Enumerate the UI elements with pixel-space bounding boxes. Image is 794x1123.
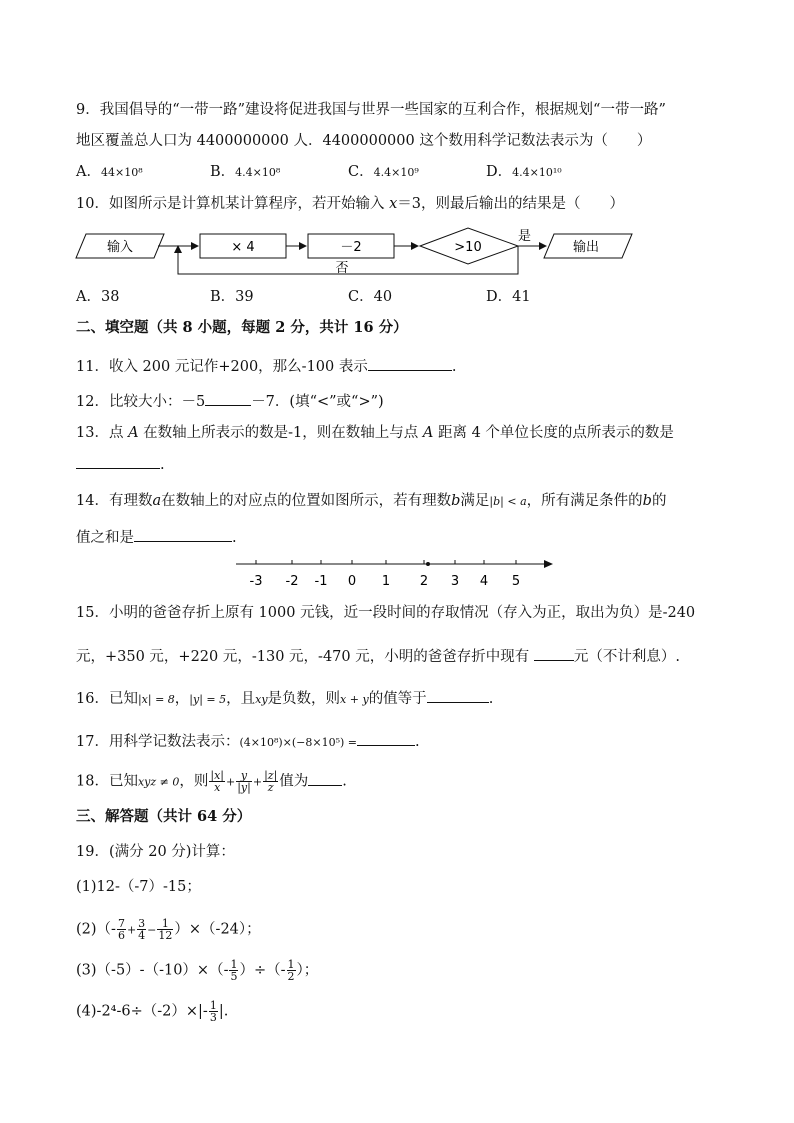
axis-tick-label: -3 [249, 574, 263, 589]
flow-condition-label: >10 [454, 240, 482, 255]
q10-stem: 10．如图所示是计算机某计算程序，若开始输入 x＝3，则最后输出的结果是（ ） [76, 196, 624, 212]
q15-line1: 15．小明的爸爸存折上原有 1000 元钱，近一段时间的存取情况（存入为正，取出为负）是-240 [76, 605, 696, 621]
q14-answer-blank[interactable] [134, 527, 232, 542]
q13-line2: . [76, 454, 165, 475]
axis-tick-label: 3 [450, 574, 460, 589]
q19-title: 19．(满分 20 分)计算： [76, 844, 235, 860]
q17-answer-blank[interactable] [357, 731, 415, 746]
axis-tick-label: 4 [479, 574, 489, 589]
q9-line1: 9．我国倡导的“一带一路”建设将促进我国与世界一些国家的互利合作，根据规划“一带一路” [76, 102, 666, 118]
q9-line2: 地区覆盖总人口为 4400000000 人．4400000000 这个数用科学记数法表示为（ ） [76, 133, 652, 149]
flow-output-label: 输出 [572, 240, 600, 255]
q19-part1: (1)12-（-7）-15； [76, 879, 201, 895]
flow-no-label: 否 [335, 261, 349, 276]
q9-option-c: C．4.4×10⁹ [348, 164, 419, 180]
flow-yes-label: 是 [518, 229, 532, 244]
axis-tick-label: 0 [347, 574, 357, 589]
axis-tick-label: -2 [285, 574, 299, 589]
q14-line2: 值之和是 . [76, 527, 237, 548]
q18-frac2: $\frac{y}{|y|}$ [237, 769, 251, 794]
q19-part4: (4)-2⁴-6÷（-2）×|- $\frac{1}{3}$ |. [76, 999, 229, 1024]
q10-option-c: C．40 [348, 289, 393, 305]
flow-subtract-label: －2 [340, 240, 362, 255]
point-a-dot [426, 562, 430, 566]
q16-answer-blank[interactable] [427, 688, 489, 703]
q14-line1: 14．有理数a在数轴上的对应点的位置如图所示，若有理数b满足|b| < a，所有满足条件的b的 [76, 493, 667, 509]
q15-answer-blank[interactable] [534, 646, 574, 661]
q12: 12．比较大小：－5 －7．(填“<”或“>”) [76, 391, 384, 412]
q13-line1: 13．点 A 在数轴上所表示的数是-1，则在数轴上与点 A 距离 4 个单位长度的点所表示的数是 [76, 425, 674, 441]
q18-frac1: $\frac{|x|}{x}$ [210, 769, 224, 794]
q10-option-a: A．38 [76, 289, 120, 305]
q9-option-b: B．4.4×10⁸ [210, 164, 281, 180]
section-3-heading: 三、解答题（共计 64 分） [76, 808, 252, 825]
q10-option-b: B．39 [210, 289, 254, 305]
q17: 17．用科学记数法表示：(4×10⁸)×(−8×10⁵) = . [76, 731, 420, 753]
axis-arrow-icon [544, 560, 553, 568]
q18-frac3: $\frac{|z|}{z}$ [264, 769, 278, 794]
q9-option-d: D．4.4×10¹⁰ [486, 164, 562, 180]
q19-part2: (2)（- $\frac{7}{6}$ + $\frac{3}{4}$ − $\frac{1}{12}$ ）×（-24）； [76, 917, 261, 942]
axis-tick-label: 1 [381, 574, 391, 589]
q14-number-line [232, 556, 558, 592]
axis-tick-label: 5 [511, 574, 521, 589]
q16: 16．已知|x| = 8，|y| = 5，且xy是负数，则x + y的值等于 . [76, 688, 493, 710]
axis-tick-label: -1 [314, 574, 328, 589]
axis-tick-label: 2 [419, 574, 429, 589]
q9-option-a: A．44×10⁸ [76, 164, 143, 180]
q12-answer-blank[interactable] [205, 391, 251, 406]
q11: 11．收入 200 元记作+200，那么-100 表示 . [76, 356, 456, 377]
flow-input-label: 输入 [106, 240, 134, 255]
q18-answer-blank[interactable] [308, 771, 342, 786]
flow-multiply-label: × 4 [231, 240, 255, 255]
q15-line2: 元，+350 元，+220 元，-130 元，-470 元，小明的爸爸存折中现有 元（不计利息）. [76, 646, 680, 667]
section-2-heading: 二、填空题（共 8 小题，每题 2 分，共计 16 分） [76, 319, 408, 336]
q13-answer-blank[interactable] [76, 454, 160, 469]
q10-option-d: D．41 [486, 289, 531, 305]
q18: 18．已知xyz ≠ 0，则 $\frac{|x|}{x}$ + $\frac{y}{|y|}$ + $\frac{|z|}{z}$ 值为 . [76, 769, 347, 794]
q11-answer-blank[interactable] [368, 356, 452, 371]
q10-flowchart [72, 226, 636, 282]
q19-part3: (3)（-5）-（-10）×（- $\frac{1}{5}$ ）÷（- $\frac{1}{2}$ ）； [76, 958, 319, 983]
